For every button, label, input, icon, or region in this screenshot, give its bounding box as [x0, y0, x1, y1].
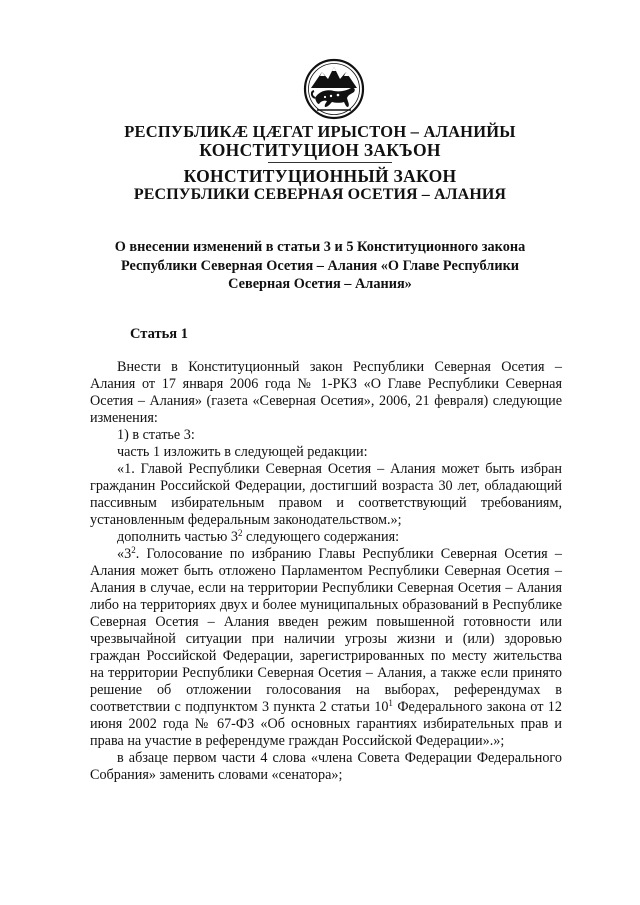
text-fragment: следующего содержания:: [242, 529, 400, 545]
header-law-type: КОНСТИТУЦИОННЫЙ ЗАКОН: [183, 166, 457, 186]
title-line: Северная Осетия – Алания»: [228, 276, 412, 292]
header-divider: [268, 162, 392, 163]
paragraph-quote-part-1: «1. Главой Республики Северная Осетия – Алания может быть избран гражданин Российской Федерации, достигший возраста 30 лет, обладающий пассивным избирательным правом и соответствующий требованиям, установленным федеральным законодательством.»;: [90, 461, 562, 528]
paragraph-quote-part-3-2: [90, 546, 562, 750]
paragraph-intro: Внести в Конституционный закон Республики Северная Осетия – Алания от 17 января 2006 года № 1-РКЗ «О Главе Республики Северная Осетия – Алания» (газета «Северная Осетия», 2006, 21 февраля) следующие изменения:: [90, 359, 562, 426]
title-line: Республики Северная Осетия – Алания «О Главе Республики: [120, 257, 520, 274]
header-ossetian-republic: РЕСПУБЛИКÆ ЦÆГАТ ИРЫСТОН – АЛАНИЙЫ: [124, 122, 516, 141]
title-line: О внесении изменений в статьи 3 и 5 Конституционного закона: [114, 239, 526, 255]
paragraph-item-1: 1) в статье 3:: [117, 427, 195, 443]
header-ossetian-law-type: КОНСТИТУЦИОН ЗАКЪОН: [199, 140, 441, 160]
paragraph-part-4-change: в абзаце первом части 4 слова «члена Совета Федерации Федерального Собрания» заменить словами «сенатора»;: [90, 750, 562, 783]
superscript: 2: [237, 528, 243, 538]
superscript: 2: [131, 545, 136, 555]
text-fragment: . Голосование по избранию Главы Республики Северная Осетия – Алания может быть отложено Парламентом Республики Северная Осетия – Алания в случае, если на территории Республики Северная Осетия – Алания либо на территориях двух и более муниципальных образований в Республике Северная Осетия – Алания введен режим повышенной готовности или чрезвычайной ситуации при наличии угрозы жизни и (или) здоровью граждан Российской Федерации, зарегистрированных по месту жительства на территории Республики Северная Осетия – Алания, а также если принято решение об отложении голосования на выборах, референдумах в соответствии с подпунктом 3 пункта 2 статьи 10: [90, 546, 562, 715]
superscript: 1: [388, 698, 393, 708]
text-fragment: Федерального закона от 12 июня 2002 года № 67-ФЗ «Об основных гарантиях избирательных прав и права на участие в референдуме граждан Российской Федерации».»;: [90, 699, 562, 749]
text-fragment: «3: [117, 546, 132, 562]
document-title: [0, 238, 640, 294]
coat-of-arms-icon: [303, 58, 365, 120]
text-fragment: дополнить частью 3: [117, 529, 238, 545]
paragraph-part-1: часть 1 изложить в следующей редакции:: [117, 444, 368, 460]
article-body: [90, 359, 562, 784]
article-heading: Статья 1: [130, 326, 188, 342]
paragraph-add-part: [90, 529, 562, 546]
header-republic: РЕСПУБЛИКИ СЕВЕРНАЯ ОСЕТИЯ – АЛАНИЯ: [133, 186, 507, 203]
